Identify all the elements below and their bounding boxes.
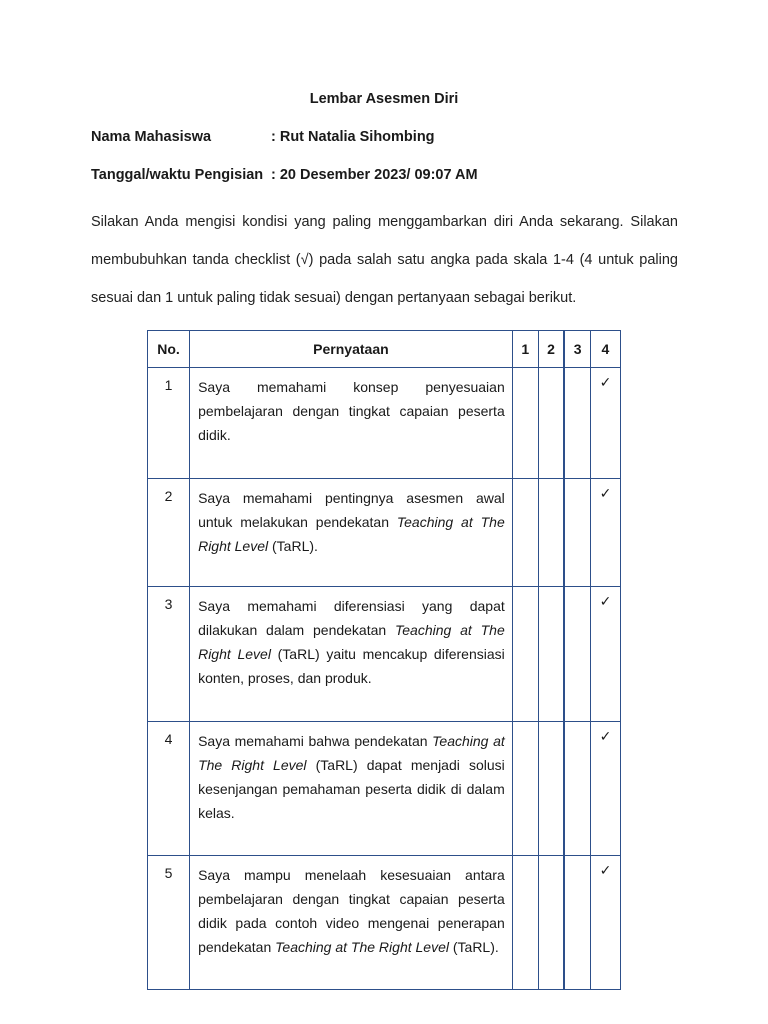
row-statement bbox=[190, 368, 513, 479]
row-number: 4 bbox=[148, 722, 190, 856]
statement-text: Saya memahami bahwa pendekatan bbox=[198, 733, 433, 749]
table-row bbox=[148, 368, 621, 479]
scale-cell-2[interactable] bbox=[538, 722, 564, 856]
document-title: Lembar Asesmen Diri bbox=[309, 91, 459, 107]
scale-cell-1[interactable] bbox=[512, 722, 538, 856]
scale-cell-4[interactable] bbox=[590, 587, 620, 722]
scale-cell-4[interactable] bbox=[590, 722, 620, 856]
scale-cell-2[interactable] bbox=[538, 587, 564, 722]
scale-cell-1[interactable] bbox=[512, 368, 538, 479]
scale-cell-3[interactable] bbox=[564, 587, 590, 722]
statement-text: (TaRL) yaitu mencakup diferensiasi konten, proses, dan produk. bbox=[198, 646, 505, 686]
statement-text: Saya memahami diferensiasi yang dapat dilakukan dalam pendekatan bbox=[198, 598, 505, 638]
table-row bbox=[148, 722, 621, 856]
header-scale-2: 2 bbox=[538, 331, 564, 368]
scale-cell-3[interactable] bbox=[564, 856, 590, 990]
table-body bbox=[148, 368, 621, 990]
checkmark-icon: ✓ bbox=[599, 593, 612, 609]
statement-text: (TaRL). bbox=[268, 538, 318, 554]
statement-text: (TaRL). bbox=[448, 939, 499, 955]
scale-cell-4[interactable] bbox=[590, 856, 620, 990]
scale-cell-3[interactable] bbox=[564, 368, 590, 479]
scale-cell-1[interactable] bbox=[512, 587, 538, 722]
student-name-row bbox=[91, 129, 435, 145]
header-statement: Pernyataan bbox=[190, 331, 513, 368]
statement-italic-term: Teaching at The Right Level bbox=[198, 733, 505, 773]
statement-italic-term: Teaching at The Right Level bbox=[198, 622, 505, 662]
row-statement bbox=[190, 722, 513, 856]
header-scale-3: 3 bbox=[564, 331, 590, 368]
date-time-row bbox=[91, 167, 478, 183]
row-number: 5 bbox=[148, 856, 190, 990]
assessment-table bbox=[147, 330, 621, 990]
scale-cell-3[interactable] bbox=[564, 722, 590, 856]
checkmark-icon: ✓ bbox=[599, 728, 612, 744]
row-number: 3 bbox=[148, 587, 190, 722]
header-scale-1: 1 bbox=[512, 331, 538, 368]
student-name-label: Nama Mahasiswa bbox=[91, 129, 212, 145]
header-no: No. bbox=[148, 331, 190, 368]
table-row bbox=[148, 479, 621, 587]
instructions-paragraph: Silakan Anda mengisi kondisi yang paling menggambarkan diri Anda sekarang. Silakan membubuhkan tanda checklist (√) pada salah satu angka pada skala 1-4 (4 untuk paling sesuai dan 1 untuk paling tidak sesuai) dengan pertanyaan sebagai berikut. bbox=[91, 214, 678, 306]
checkmark-icon: ✓ bbox=[599, 374, 612, 390]
table-row bbox=[148, 856, 621, 990]
statement-italic-term: Teaching at The Right Level bbox=[275, 939, 449, 955]
scale-cell-4[interactable] bbox=[590, 368, 620, 479]
header-scale-4: 4 bbox=[590, 331, 620, 368]
scale-cell-3[interactable] bbox=[564, 479, 590, 587]
statement-text: Saya memahami konsep penyesuaian pembelajaran dengan tingkat capaian peserta didik. bbox=[198, 379, 505, 443]
scale-cell-1[interactable] bbox=[512, 479, 538, 587]
scale-cell-1[interactable] bbox=[512, 856, 538, 990]
scale-cell-2[interactable] bbox=[538, 856, 564, 990]
row-number: 1 bbox=[148, 368, 190, 479]
table-header-row bbox=[148, 331, 621, 368]
row-statement bbox=[190, 587, 513, 722]
checkmark-icon: ✓ bbox=[599, 485, 612, 501]
row-statement bbox=[190, 479, 513, 587]
statement-text: Saya mampu menelaah kesesuaian antara pembelajaran dengan tingkat capaian peserta didik pada contoh video mengenai penerapan pendekatan bbox=[198, 867, 505, 955]
date-time-label: Tanggal/waktu Pengisian bbox=[91, 167, 264, 183]
table-row bbox=[148, 587, 621, 722]
student-name-value: : Rut Natalia Sihombing bbox=[271, 129, 435, 145]
scale-cell-2[interactable] bbox=[538, 479, 564, 587]
row-number: 2 bbox=[148, 479, 190, 587]
statement-italic-term: Teaching at The Right Level bbox=[198, 514, 505, 554]
statement-text: (TaRL) dapat menjadi solusi kesenjangan pemahaman peserta didik di dalam kelas. bbox=[198, 757, 505, 821]
statement-text: Saya memahami pentingnya asesmen awal untuk melakukan pendekatan bbox=[198, 490, 505, 530]
row-statement bbox=[190, 856, 513, 990]
date-time-value: : 20 Desember 2023/ 09:07 AM bbox=[271, 167, 478, 183]
scale-cell-4[interactable] bbox=[590, 479, 620, 587]
checkmark-icon: ✓ bbox=[599, 862, 612, 878]
scale-cell-2[interactable] bbox=[538, 368, 564, 479]
